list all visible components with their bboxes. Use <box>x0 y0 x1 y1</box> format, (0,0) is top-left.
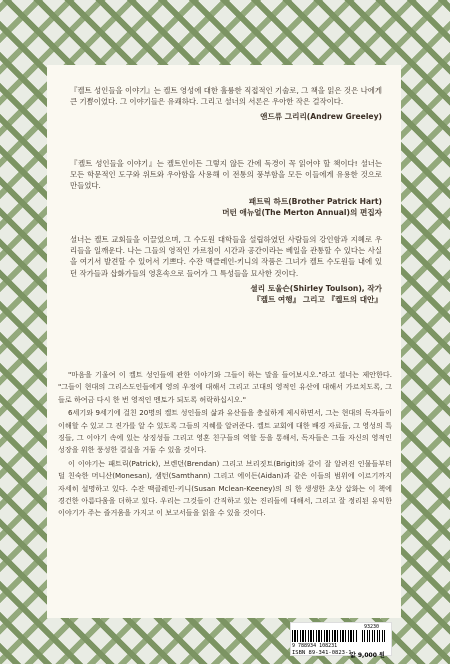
barcode <box>292 630 358 642</box>
quote-2 <box>70 158 382 218</box>
quote-attribution: 셜리 토울슨(Shirley Toulson), 작가 <box>250 283 382 293</box>
quote-attribution: 앤드류 그리리(Andrew Greeley) <box>260 112 382 122</box>
back-cover-panel <box>47 65 401 618</box>
isbn: ISBN 89-341-0823-1 <box>292 650 352 656</box>
description-paragraph: "마음을 기울여 이 켈트 성인들에 관한 이야기와 그들이 하는 말을 들어보시오."라고 셜너는 제안한다. "그들이 현대의 그리스도인들에게 영의 우정에 대해서 그리고 고대의 영적인 유산에 대해서 가르치도록, 그들로 하여금 다시 한 번 영적인 멘토가 되도록 허락하십시오." <box>58 370 392 404</box>
quote-3 <box>70 234 382 305</box>
description <box>58 369 392 521</box>
quote-text: 셜너는 켈트 교회들을 이끌었으며, 그 수도원 대학들을 설립하였던 사람들의 강인함과 지혜로 우리들을 일깨운다. 나는 그들의 영적인 가르침이 시간과 공간이라는 베일을 관통할 수 있다는 사실을 여기서 발견할 수 있어서 기쁘다. 수잔 맥클레인-키니의 작품은 그녀가 켈트 수도원들 내에 있던 작가들과 삽화가들의 영혼속으로 들어가 그 특성들을 묘사한 것이다. <box>70 235 382 278</box>
barcode-addon <box>362 630 386 642</box>
description-paragraph: 이 이야기는 패트릭(Patrick), 브렌던(Brendan) 그리고 브리짓트(Brigit)와 같이 잘 알려진 인물들부터 덜 친숙한 머니산(Monesan), 샘턴(Samthann) 그리고 에이든(Aidan)과 같은 이들의 범위에 이르기까지 자세히 설명하고 있다. 수잔 맥클레인-키니(Susan Mclean-Keeney)의 의 한 생생한 초상 삽화는 이 책에 경건한 아름다움을 더하고 있다. 우리는 그것들이 간직하고 있는 진리들에 대해서, 그리고 잘 정리된 유익한 이야기가 주는 즐거움을 가지고 이 보고서들을 읽을 수 있을 것이다. <box>58 458 392 518</box>
quote-text: 『켈트 성인들을 이야기』는 켈트 영성에 대한 훌륭한 직접적인 기술로, 그 책을 읽은 것은 나에게 큰 기쁨이었다. 그 이야기들은 유쾌하다. 그리고 셜너의 서론은 우아한 작은 걸작이다. <box>70 86 382 107</box>
price: 값 9,000 원 <box>350 652 385 659</box>
quote-attribution: 패트릭 하트(Brother Patrick Hart) <box>248 196 382 206</box>
quote-attribution-role: 머턴 애뉴얼(The Merton Annual)의 편집자 <box>222 207 382 217</box>
quote-1 <box>70 85 382 122</box>
quote-text: 『켈트 성인들을 이야기』는 켈트인이든 그렇지 않든 간에 독경이 꼭 읽어야 할 책이다! 셜너는 모든 학문적인 도구와 위트와 우아함을 사용해 이 전통의 풍부함을 모든 이들에게 유용한 것으로 만들었다. <box>70 159 382 191</box>
description-paragraph: 6세기와 9세기에 걸친 20명의 켈트 성인들의 삶과 유산들을 충실하게 제시하면서, 그는 현대의 독자들이 이해할 수 있고 그 진가를 알 수 있도록 그들의 지혜를 알려준다. 켈트 교회에 대한 배경 자료들, 그 영성의 특징들, 그 이야기 속에 있는 상징성들 그리고 영혼 친구들의 역할 등을 통해서, 독자들은 그들 자신의 영적인 성장을 위한 풍성한 결실을 거둘 수 있을 것이다. <box>58 408 392 455</box>
barcode-number: 9 788934 108231 <box>292 643 338 649</box>
addon-number: 93230 <box>364 624 380 630</box>
quote-attribution-role: 『켈트 여행』 그리고 『켈트의 대안』 <box>253 294 382 304</box>
